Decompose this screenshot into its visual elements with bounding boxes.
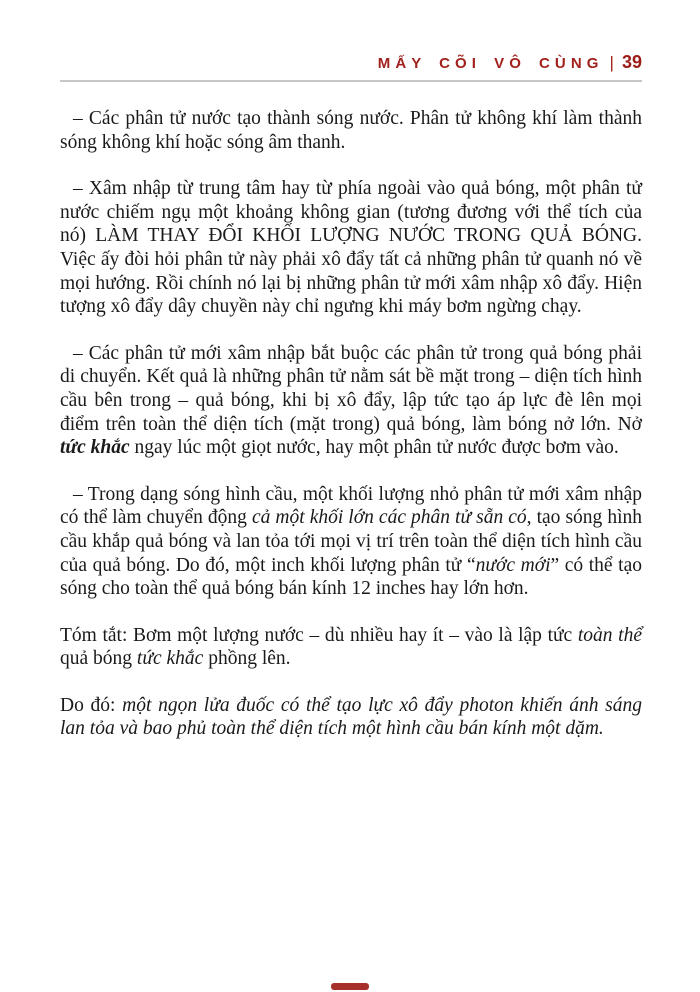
- text-run: toàn thể: [577, 624, 642, 646]
- paragraph: [60, 624, 642, 671]
- text-run: Do đó:: [60, 694, 123, 716]
- page-body: [0, 82, 700, 741]
- page-progress-marker: [331, 983, 369, 990]
- text-run: , tạo sóng hình cầu khắp quả bóng và lan tỏa tới mọi vị trí trên toàn thể diện tích hình cầu của quả bóng. Do đó, một inch khối lượng phân tử “: [60, 507, 642, 576]
- text-run: nước mới: [475, 554, 551, 576]
- text-run: – Xâm nhập từ trung tâm hay từ phía ngoài vào quả bóng, một phân tử nước chiếm ngụ một khoảng không gian (tương đương với thể tích của nó) LÀM THAY ĐỔI KHỐI LƯỢNG NƯỚC TRONG QUẢ BÓNG. Việc ấy đòi hỏi phân tử này phải xô đẩy tất cả những phân tử quanh nó về mọi hướng. Rồi chính nó lại bị những phân tử mới xâm nhập xô đẩy. Hiện tượng xô đẩy dây chuyền này chỉ ngưng khi máy bơm ngừng chạy.: [60, 178, 642, 318]
- running-head: [60, 50, 642, 76]
- text-run: – Các phân tử nước tạo thành sóng nước. Phân tử không khí làm thành sóng không khí hoặc sóng âm thanh.: [60, 108, 642, 153]
- text-run: tức khắc: [136, 648, 204, 670]
- paragraph: [60, 177, 642, 319]
- text-run: ” có thể tạo sóng cho toàn thể quả bóng bán kính 12 inches hay lớn hơn.: [60, 554, 642, 600]
- text-run: phồng lên.: [203, 648, 291, 670]
- text-run: – Trong dạng sóng hình cầu, một khối lượng nhỏ phân tử mới xâm nhập có thể làm chuyển động: [60, 483, 642, 529]
- paragraph: [60, 483, 642, 601]
- paragraph: [60, 107, 642, 154]
- text-run: – Các phân tử mới xâm nhập bắt buộc các phân tử trong quả bóng phải di chuyển. Kết quả là những phân tử nằm sát bề mặt trong – diện tích hình cầu bên trong – quả bóng, khi bị xô đẩy, lập tức tạo áp lực đè lên mọi điểm trên toàn thể diện tích (mặt trong) quả bóng, làm bóng nở lớn. Nở: [60, 342, 642, 435]
- text-run: một ngọn lửa đuốc có thể tạo lực xô đẩy photon khiến ánh sáng lan tỏa và bao phủ toàn thể diện tích một hình cầu bán kính một dặm.: [60, 694, 643, 740]
- text-run: ngay lúc một giọt nước, hay một phân tử nước được bơm vào.: [129, 437, 619, 459]
- page-number: 39: [621, 52, 642, 72]
- page-header: [0, 0, 700, 82]
- header-separator: |: [609, 53, 614, 72]
- text-run: cả một khối lớn các phân tử sẵn có: [251, 507, 527, 529]
- paragraph: [60, 342, 642, 460]
- book-title: MẤY CÕI VÔ CÙNG: [377, 55, 604, 72]
- text-run: quả bóng: [60, 648, 137, 670]
- text-run: tức khắc: [60, 437, 130, 459]
- paragraph: [60, 694, 642, 741]
- text-run: Tóm tắt: Bơm một lượng nước – dù nhiều hay ít – vào là lập tức: [60, 624, 578, 646]
